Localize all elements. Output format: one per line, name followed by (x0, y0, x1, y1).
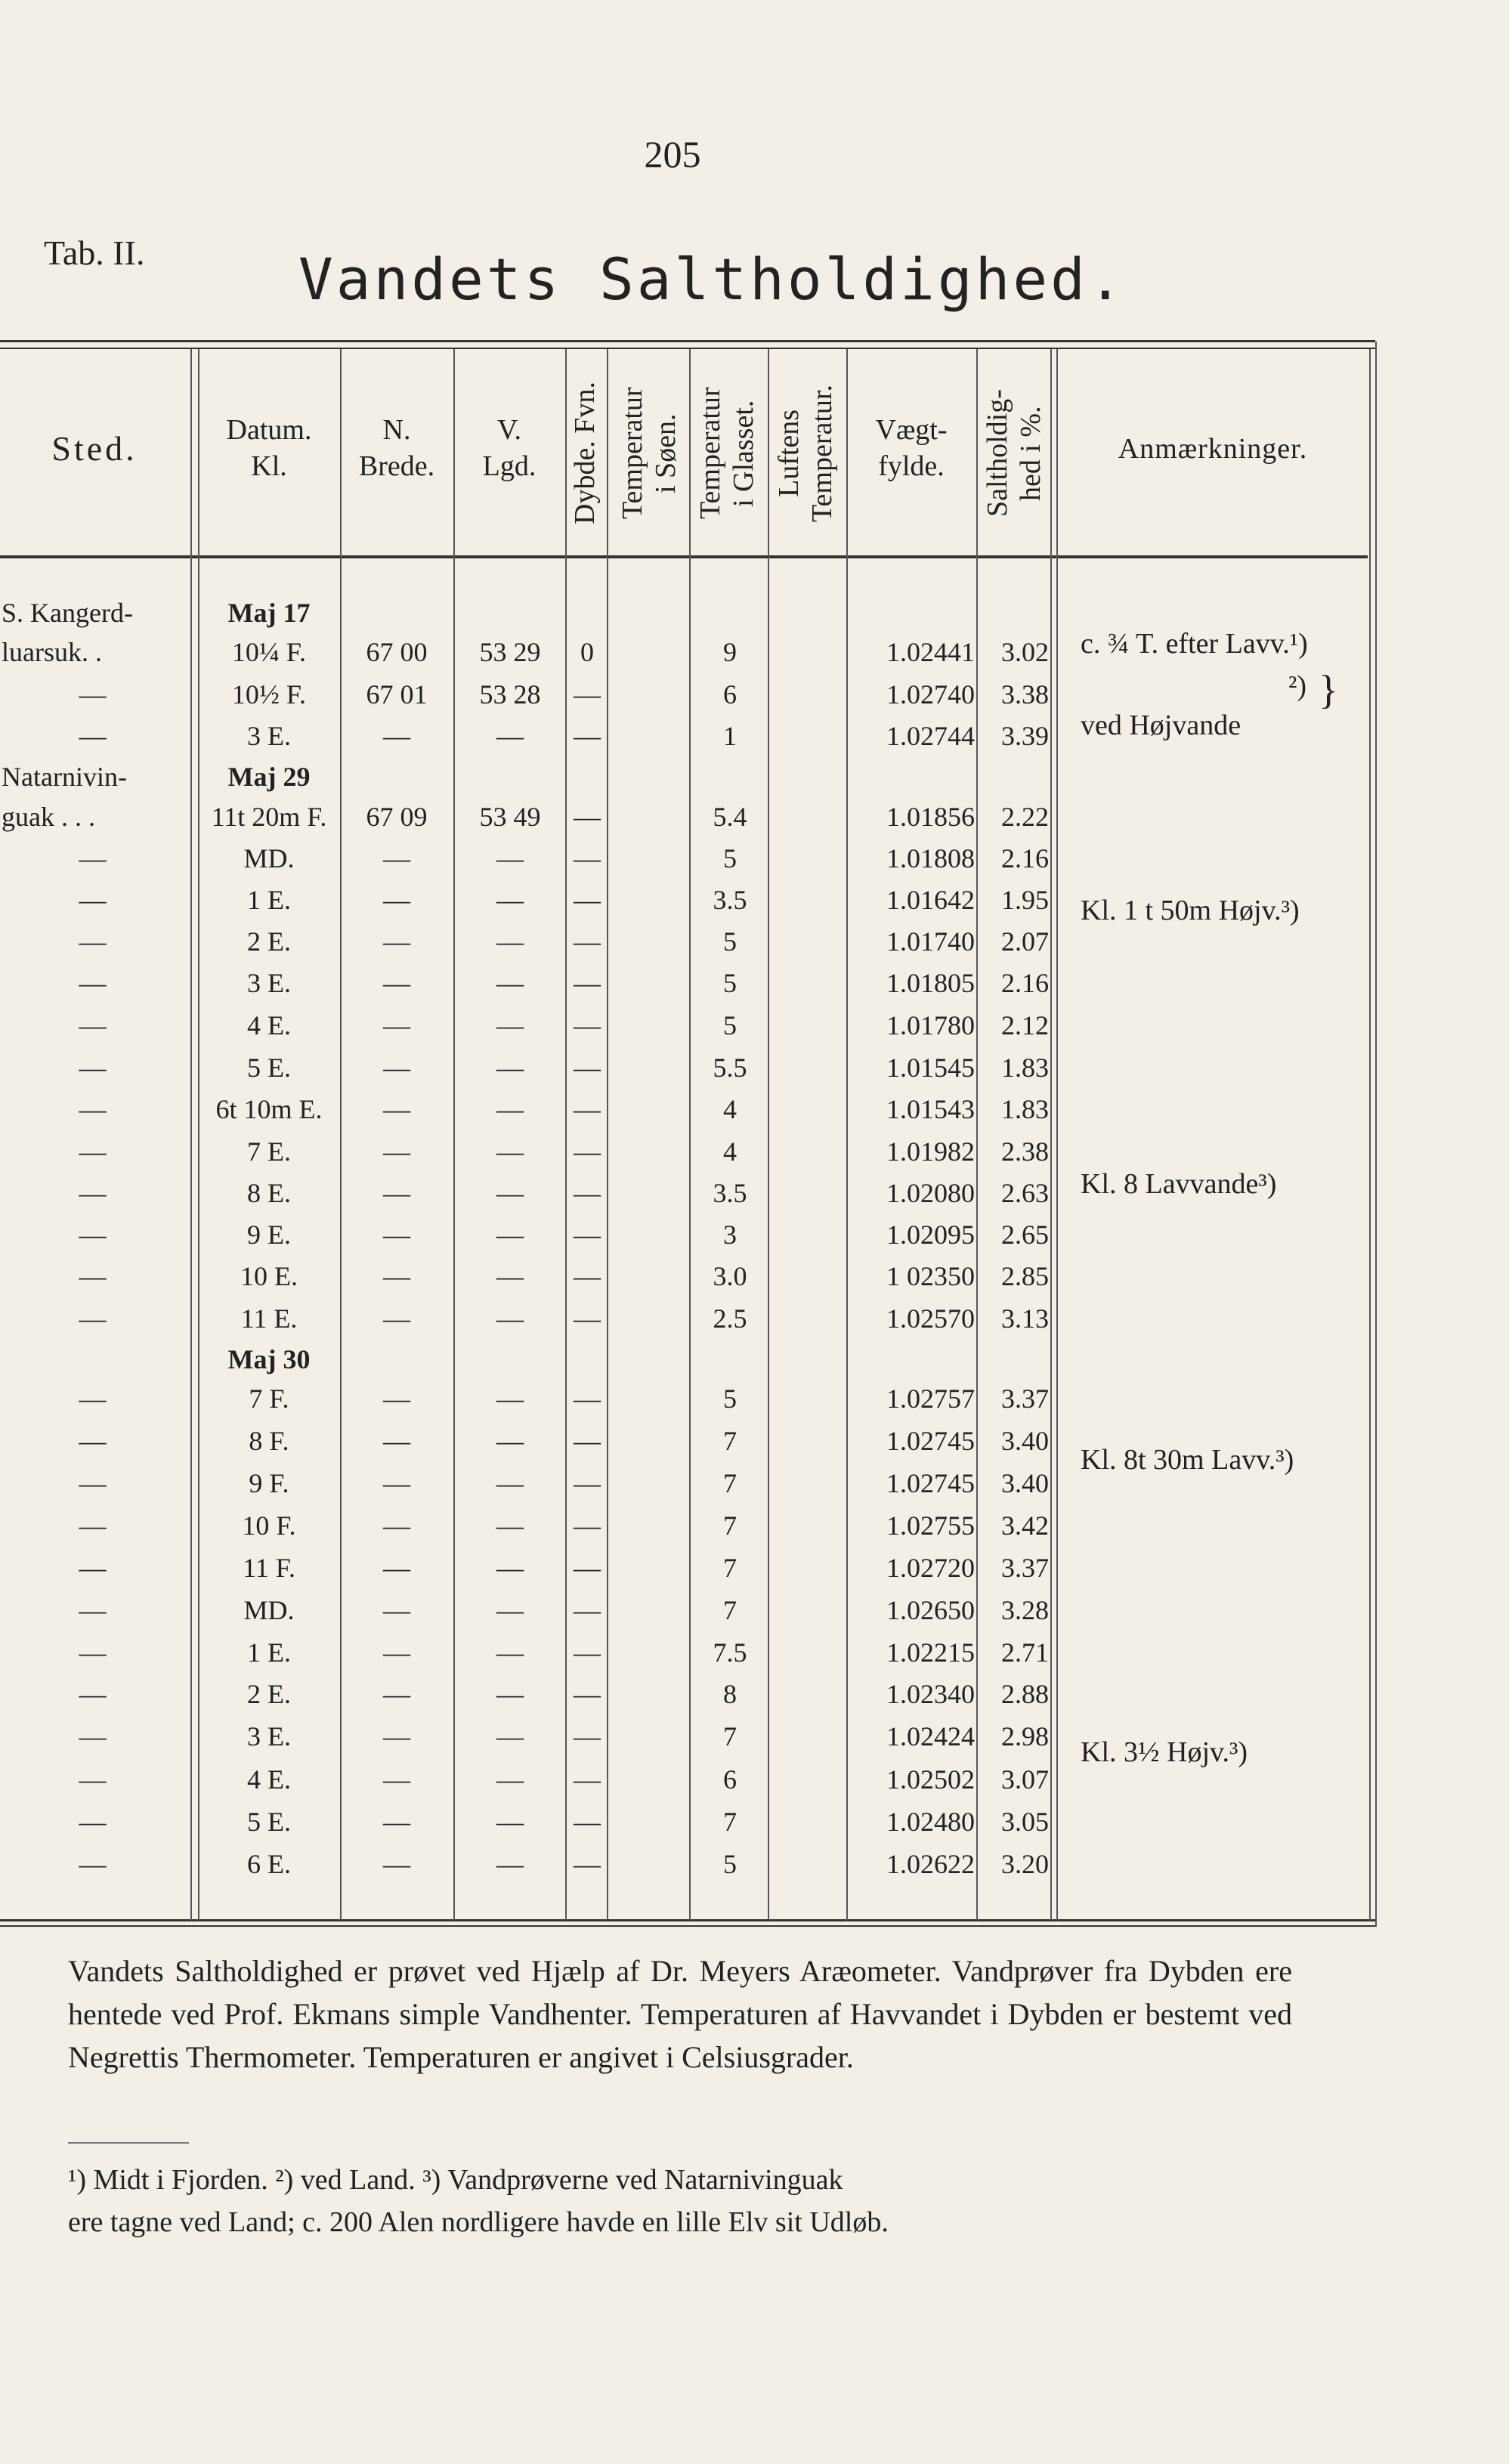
cell-d: — (574, 1849, 601, 1879)
cell-n: — (383, 1220, 410, 1250)
cell-s: 1.83 (1001, 1053, 1049, 1083)
cell-sted: — (79, 1849, 107, 1879)
cell-sted: — (79, 1764, 107, 1795)
cell-tg: 1 (723, 721, 737, 751)
cell-n: — (383, 1595, 410, 1625)
cell-sted: — (79, 1595, 107, 1625)
cell-s: 2.63 (1001, 1178, 1049, 1208)
explanatory-paragraph: Vandets Saltholdighed er prøvet ved Hjælp af Dr. Meyers Aræometer. Vandprøver fra Dybden ere hentede ved Prof. Ekmans simple Vandhenter. Temperaturen af Havvandet i Dybden er bestemt ved Negrettis Thermometer. Temperaturen er angivet i Celsiusgrader. (68, 1954, 1292, 2074)
header-datum-label: Datum. (226, 414, 312, 446)
cell-sted: luarsuk. . (2, 637, 102, 667)
header-luft-2: Temperatur. (806, 385, 838, 522)
cell-v: — (496, 1094, 524, 1124)
cell-vf: 1.02095 (886, 1220, 975, 1250)
cell-vf: 1.02745 (886, 1468, 975, 1498)
cell-n: — (383, 1721, 410, 1751)
cell-d: — (574, 1721, 601, 1751)
cell-datum: 10½ F. (231, 679, 307, 710)
cell-d: — (574, 1807, 601, 1837)
header-temp-glas-1: Temperatur (694, 387, 726, 520)
cell-tg: 7 (723, 1510, 737, 1541)
cell-n: — (383, 1468, 410, 1498)
cell-tg: 5.4 (713, 802, 747, 832)
cell-sted: — (79, 1468, 107, 1498)
cell-v: — (496, 1010, 524, 1040)
cell-sted: — (79, 721, 107, 751)
cell-v: — (496, 1468, 524, 1498)
cell-datum: 5 E. (247, 1807, 291, 1837)
cell-s: 3.28 (1001, 1595, 1049, 1625)
cell-sted: — (79, 1426, 107, 1456)
cell-s: 1.83 (1001, 1094, 1049, 1124)
cell-s: 2.71 (1001, 1637, 1049, 1668)
cell-tg: 3.5 (713, 885, 747, 915)
cell-n: — (383, 1553, 410, 1583)
cell-v: — (496, 721, 524, 751)
cell-sted: — (79, 1094, 107, 1124)
cell-tg: 5 (723, 968, 737, 998)
col-divider-dybde (607, 349, 608, 1921)
col-divider-v (565, 349, 567, 1921)
header-salt (981, 355, 1049, 552)
header-v (453, 412, 565, 484)
cell-s: 2.16 (1001, 968, 1049, 998)
footnote-rule (68, 2142, 189, 2144)
footnotes (68, 2159, 1292, 2243)
cell-d: — (574, 1764, 601, 1795)
cell-d: — (574, 1010, 601, 1040)
cell-v: — (496, 1053, 524, 1083)
cell-n: — (383, 1136, 410, 1167)
cell-vf: 1.02080 (886, 1178, 975, 1208)
col-divider-luft (846, 349, 848, 1921)
cell-d: — (574, 1261, 601, 1291)
cell-n: — (383, 968, 410, 998)
cell-sted: Natarnivin- (2, 762, 127, 792)
cell-n: — (383, 1383, 410, 1414)
cell-sted: — (79, 843, 107, 873)
cell-tg: 4 (723, 1094, 737, 1124)
cell-datum: 1 E. (247, 1637, 291, 1668)
cell-v: — (496, 1261, 524, 1291)
cell-datum: 7 E. (247, 1136, 291, 1167)
cell-tg: 5 (723, 843, 737, 873)
cell-d: — (574, 1426, 601, 1456)
cell-n: — (383, 1807, 410, 1837)
cell-n: 67 01 (366, 679, 428, 710)
cell-d: — (574, 1637, 601, 1668)
cell-v: — (496, 1764, 524, 1795)
cell-s: 2.88 (1001, 1679, 1049, 1709)
cell-datum: 11 E. (240, 1303, 298, 1334)
cell-tg: 5 (723, 1383, 737, 1414)
table-label: Tab. II. (44, 233, 145, 272)
header-v-sub: Lgd. (482, 450, 536, 482)
header-datum (198, 412, 340, 484)
cell-datum: 2 E. (247, 1679, 291, 1709)
cell-d: — (574, 968, 601, 998)
cell-d: — (574, 1136, 601, 1167)
header-dybde: Dybde. Fvn. (569, 382, 601, 525)
col-divider-n (453, 349, 455, 1921)
cell-d: 0 (580, 637, 594, 667)
cell-s: 2.85 (1001, 1261, 1049, 1291)
cell-v: — (496, 1595, 524, 1625)
note-2: ved Højvande (1081, 710, 1242, 741)
cell-tg: 7 (723, 1426, 737, 1456)
col-divider-temp-glas (768, 349, 769, 1921)
cell-tg: 7 (723, 1468, 737, 1498)
header-temp-soen-1: Temperatur (617, 387, 648, 520)
table-bottom-rule-2 (0, 1925, 1375, 1927)
cell-n: — (383, 1053, 410, 1083)
cell-tg: 7 (723, 1807, 737, 1837)
cell-vf: 1.02570 (886, 1303, 975, 1334)
cell-n: — (383, 1178, 410, 1208)
header-anmaerkninger: Anmærkninger. (1118, 433, 1308, 465)
col-divider-sted (190, 349, 192, 1921)
cell-n: 67 09 (366, 802, 428, 832)
cell-datum: 11 F. (243, 1553, 295, 1583)
page-number: 205 (644, 133, 701, 175)
cell-n: — (383, 1510, 410, 1541)
cell-d: — (574, 1220, 601, 1250)
cell-datum: 9 F. (249, 1468, 289, 1498)
cell-s: 3.07 (1001, 1764, 1049, 1795)
cell-vf: 1.02441 (886, 637, 975, 667)
cell-s: 3.42 (1001, 1510, 1049, 1541)
cell-datum: 5 E. (247, 1053, 291, 1083)
cell-d: — (574, 1468, 601, 1498)
cell-vf: 1.01780 (886, 1010, 975, 1040)
cell-d: — (574, 1510, 601, 1541)
cell-vf: 1.02340 (886, 1679, 975, 1709)
cell-sted: — (79, 885, 107, 915)
cell-n: — (383, 1764, 410, 1795)
cell-sted: S. Kangerd- (2, 598, 133, 628)
cell-vf: 1.01856 (886, 802, 975, 832)
cell-vf: 1.02745 (886, 1426, 975, 1456)
cell-tg: 5 (723, 926, 737, 957)
cell-datum: 3 E. (247, 1721, 291, 1751)
cell-vf: 1.02744 (886, 721, 975, 751)
cell-v: — (496, 1426, 524, 1456)
note-5: Kl. 8t 30m Lavv.³) (1081, 1444, 1294, 1476)
cell-d: — (574, 1053, 601, 1083)
cell-s: 3.13 (1001, 1303, 1049, 1334)
header-vaegt-1: Vægt- (875, 414, 948, 446)
cell-d: — (574, 721, 601, 751)
table-right-edge (1369, 349, 1371, 1921)
cell-d: — (574, 1553, 601, 1583)
footnote-line-2: ere tagne ved Land; c. 200 Alen nordligere havde en lille Elv sit Udløb. (68, 2206, 889, 2238)
cell-sted: — (79, 1637, 107, 1668)
cell-v: — (496, 1510, 524, 1541)
cell-v: — (496, 1679, 524, 1709)
cell-d: — (574, 802, 601, 832)
cell-datum: 11t 20m F. (211, 802, 327, 832)
cell-vf: 1.02740 (886, 679, 975, 710)
cell-d: — (574, 1595, 601, 1625)
cell-tg: 7 (723, 1553, 737, 1583)
page-title: Vandets Saltholdighed. (298, 246, 1126, 313)
cell-sted: — (79, 1220, 107, 1250)
cell-sted: guak . . . (2, 802, 95, 832)
cell-vf: 1 02350 (886, 1261, 975, 1291)
cell-sted: — (79, 1383, 107, 1414)
cell-vf: 1.02757 (886, 1383, 975, 1414)
cell-vf: 1.01982 (886, 1136, 975, 1167)
cell-v: — (496, 1136, 524, 1167)
table-bottom-rule (0, 1919, 1375, 1921)
cell-datum: 8 E. (247, 1178, 291, 1208)
cell-d: — (574, 1178, 601, 1208)
cell-v: 53 29 (479, 637, 541, 667)
cell-d: — (574, 1679, 601, 1709)
cell-d: — (574, 1383, 601, 1414)
cell-s: 2.38 (1001, 1136, 1049, 1167)
cell-sted: — (79, 1510, 107, 1541)
cell-datum: 4 E. (247, 1010, 291, 1040)
header-bottom-rule (0, 555, 1368, 558)
cell-vf: 1.02502 (886, 1764, 975, 1795)
cell-v: — (496, 1637, 524, 1668)
cell-tg: 5.5 (713, 1053, 747, 1083)
cell-n: 67 00 (366, 637, 428, 667)
cell-n: — (383, 885, 410, 915)
cell-s: 3.39 (1001, 721, 1049, 751)
cell-datum: MD. (243, 843, 295, 873)
cell-tg: 4 (723, 1136, 737, 1167)
header-luft-1: Luftens (773, 409, 805, 498)
cell-sted: — (79, 1178, 107, 1208)
cell-s: 3.38 (1001, 679, 1049, 710)
cell-n: — (383, 1094, 410, 1124)
cell-sted: — (79, 926, 107, 957)
cell-vf: 1.02215 (886, 1637, 975, 1668)
cell-datum: 10 E. (240, 1261, 298, 1291)
cell-v: — (496, 1553, 524, 1583)
header-sted: Sted. (51, 429, 138, 468)
cell-vf: 1.01543 (886, 1094, 975, 1124)
cell-v: 53 49 (479, 802, 541, 832)
cell-tg: 8 (723, 1679, 737, 1709)
cell-datum: 6 E. (247, 1849, 291, 1879)
cell-d: — (574, 885, 601, 915)
cell-s: 3.20 (1001, 1849, 1049, 1879)
cell-sted: — (79, 1136, 107, 1167)
table-right-edge-2 (1375, 342, 1377, 1927)
cell-s: 2.98 (1001, 1721, 1049, 1751)
cell-n: — (383, 1303, 410, 1334)
cell-vf: 1.01740 (886, 926, 975, 957)
cell-datum: 4 E. (247, 1764, 291, 1795)
cell-s: 3.37 (1001, 1383, 1049, 1414)
cell-vf: 1.02424 (886, 1721, 975, 1751)
cell-datum: 3 E. (247, 968, 291, 998)
header-temp-glas (694, 355, 766, 552)
header-luft (772, 355, 845, 552)
header-temp-soen (616, 355, 688, 552)
note-3: Kl. 1 t 50m Højv.³) (1081, 895, 1300, 926)
cell-s: 2.22 (1001, 802, 1049, 832)
cell-v: — (496, 968, 524, 998)
cell-sted: — (79, 968, 107, 998)
cell-tg: 3 (723, 1220, 737, 1250)
cell-d: — (574, 1094, 601, 1124)
note-4: Kl. 8 Lavvande³) (1081, 1168, 1277, 1200)
cell-sted: — (79, 1053, 107, 1083)
cell-vf: 1.01805 (886, 968, 975, 998)
cell-datum: 9 E. (247, 1220, 291, 1250)
cell-sted: — (79, 1721, 107, 1751)
header-n-sub: Brede. (358, 450, 435, 482)
cell-v: — (496, 1303, 524, 1334)
cell-tg: 7 (723, 1595, 737, 1625)
cell-datum: 10 F. (242, 1510, 296, 1541)
cell-datum: 2 E. (247, 926, 291, 957)
cell-vf: 1.02755 (886, 1510, 975, 1541)
footnote-line-1: ¹) Midt i Fjorden. ²) ved Land. ³) Vandprøverne ved Natarnivinguak (68, 2164, 843, 2196)
header-datum-sub: Kl. (251, 450, 287, 482)
cell-sted: — (79, 679, 107, 710)
cell-tg: 6 (723, 1764, 737, 1795)
col-divider-salt (1050, 349, 1052, 1921)
cell-datum: 6t 10m E. (215, 1094, 323, 1124)
cell-s: 3.37 (1001, 1553, 1049, 1583)
cell-tg: 6 (723, 679, 737, 710)
cell-v: — (496, 1220, 524, 1250)
cell-d: — (574, 926, 601, 957)
cell-v: 53 28 (479, 679, 541, 710)
cell-tg: 5 (723, 1849, 737, 1879)
cell-datum: Maj 17 (227, 598, 311, 628)
cell-vf: 1.02720 (886, 1553, 975, 1583)
cell-tg: 7 (723, 1721, 737, 1751)
header-n (340, 412, 453, 484)
cell-vf: 1.02650 (886, 1595, 975, 1625)
cell-vf: 1.02622 (886, 1849, 975, 1879)
header-temp-soen-2: i Søen. (650, 413, 682, 493)
cell-s: 3.40 (1001, 1426, 1049, 1456)
cell-n: — (383, 1849, 410, 1879)
cell-s: 1.95 (1001, 885, 1049, 915)
note-2-mark: ²) (1288, 670, 1307, 702)
cell-s: 2.65 (1001, 1220, 1049, 1250)
cell-n: — (383, 926, 410, 957)
cell-sted: — (79, 1010, 107, 1040)
col-divider-datum (340, 349, 342, 1921)
cell-tg: 3.5 (713, 1178, 747, 1208)
cell-datum: 7 F. (249, 1383, 289, 1414)
cell-datum: 10¼ F. (231, 637, 307, 667)
cell-vf: 1.01545 (886, 1053, 975, 1083)
cell-v: — (496, 1383, 524, 1414)
cell-s: 2.07 (1001, 926, 1049, 957)
cell-sted: — (79, 1261, 107, 1291)
header-salt-2: hed i %. (1015, 406, 1047, 501)
col-divider-vaegt (976, 349, 978, 1921)
cell-v: — (496, 1807, 524, 1837)
cell-sted: — (79, 1807, 107, 1837)
cell-v: — (496, 843, 524, 873)
brace-icon: } (1319, 667, 1338, 713)
cell-v: — (496, 885, 524, 915)
note-6: Kl. 3½ Højv.³) (1081, 1736, 1248, 1768)
col-divider-temp-soen (689, 349, 691, 1921)
cell-d: — (574, 679, 601, 710)
cell-tg: 7.5 (713, 1637, 747, 1668)
cell-sted: — (79, 1679, 107, 1709)
header-salt-1: Saltholdig- (982, 389, 1013, 518)
header-v-label: V. (496, 414, 522, 446)
note-1: c. ¾ T. efter Lavv.¹) (1081, 628, 1308, 660)
cell-s: 3.02 (1001, 637, 1049, 667)
cell-v: — (496, 1849, 524, 1879)
cell-n: — (383, 1261, 410, 1291)
cell-sted: — (79, 1553, 107, 1583)
cell-datum: Maj 30 (227, 1344, 311, 1374)
cell-n: — (383, 1426, 410, 1456)
cell-n: — (383, 843, 410, 873)
cell-s: 2.12 (1001, 1010, 1049, 1040)
cell-d: — (574, 1303, 601, 1334)
cell-n: — (383, 1679, 410, 1709)
cell-s: 3.40 (1001, 1468, 1049, 1498)
header-temp-glas-2: i Glasset. (728, 400, 759, 507)
table-top-rule (0, 340, 1375, 342)
cell-datum: Maj 29 (227, 762, 311, 792)
cell-d: — (574, 843, 601, 873)
cell-tg: 9 (723, 637, 737, 667)
header-vaegt-2: fylde. (878, 450, 945, 482)
table-top-rule-2 (0, 348, 1375, 349)
cell-n: — (383, 1010, 410, 1040)
cell-s: 3.05 (1001, 1807, 1049, 1837)
col-divider-salt-2 (1056, 349, 1058, 1921)
cell-vf: 1.01642 (886, 885, 975, 915)
cell-tg: 2.5 (713, 1303, 747, 1334)
cell-n: — (383, 1637, 410, 1668)
cell-tg: 3.0 (713, 1261, 747, 1291)
cell-v: — (496, 926, 524, 957)
cell-sted: — (79, 1303, 107, 1334)
cell-datum: MD. (243, 1595, 295, 1625)
header-vaegt (846, 412, 976, 484)
cell-s: 2.16 (1001, 843, 1049, 873)
cell-v: — (496, 1178, 524, 1208)
cell-datum: 8 F. (249, 1426, 289, 1456)
cell-v: — (496, 1721, 524, 1751)
cell-tg: 5 (723, 1010, 737, 1040)
cell-datum: 1 E. (247, 885, 291, 915)
cell-datum: 3 E. (247, 721, 291, 751)
cell-vf: 1.01808 (886, 843, 975, 873)
cell-n: — (383, 721, 410, 751)
cell-vf: 1.02480 (886, 1807, 975, 1837)
header-n-label: N. (382, 414, 411, 446)
